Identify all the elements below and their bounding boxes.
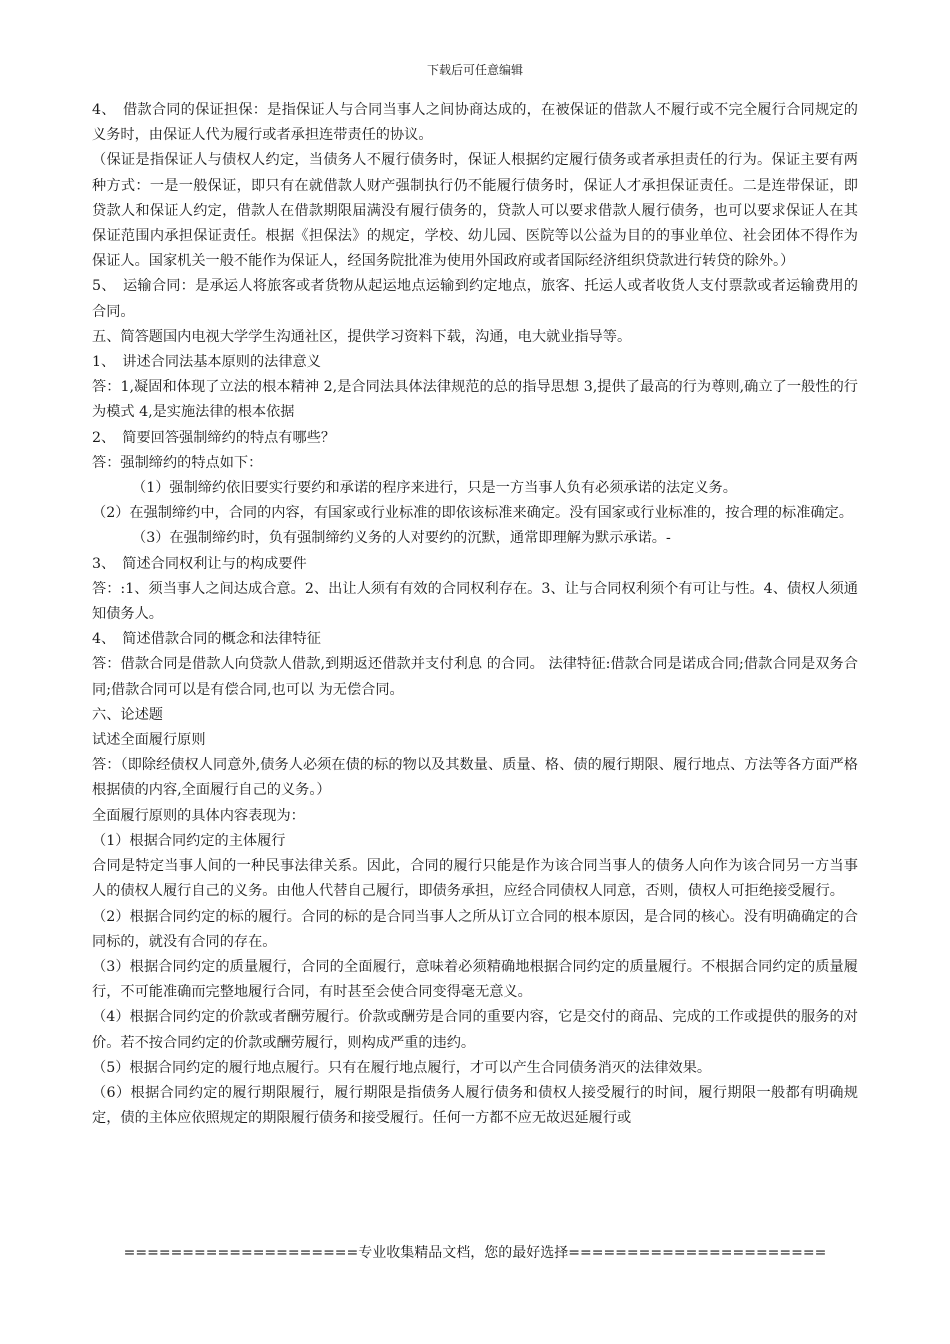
paragraph: （4）根据合同约定的价款或者酬劳履行。价款或酬劳是合同的重要内容，它是交付的商品、完成的工作或提供的服务的对价。若不按合同约定的价款或酬劳履行，则构成严重的违约。 [92, 1009, 858, 1051]
paragraph: （5）根据合同约定的履行地点履行。只有在履行地点履行，才可以产生合同债务消灭的法律效果。 [92, 1059, 712, 1076]
paragraph: （2）根据合同约定的标的履行。合同的标的是合同当事人之所从订立合同的根本原因，是合同的核心。没有明确确定的合同标的，就没有合同的存在。 [92, 908, 858, 950]
paragraph: 答：借款合同是借款人向贷款人借款,到期返还借款并支付利息 的合同。 法律特征:借款合同是诺成合同;借款合同是双务合同;借款合同可以是有偿合同,也可以 为无偿合同。 [92, 656, 858, 698]
paragraph: 试述全面履行原则 [92, 732, 206, 749]
paragraph: 答：1,凝固和体现了立法的根本精神 2,是合同法具体法律规范的总的指导思想 3,提供了最高的行为尊则,确立了一般性的行为模式 4,是实施法律的根本依据 [92, 379, 858, 421]
paragraph: 1、 讲述合同法基本原则的法律意义 [92, 354, 321, 371]
paragraph: 合同是特定当事人间的一种民事法律关系。因此，合同的履行只能是作为该合同当事人的债务人向作为该合同另一方当事人的债权人履行自己的义务。由他人代替自己履行，即债务承担，应经合同债权人同意，否则，债权人可拒绝接受履行。 [92, 858, 858, 900]
document-body [92, 98, 858, 1131]
paragraph: 答：（即除经债权人同意外,债务人必须在债的标的物以及其数量、质量、格、债的履行期限、履行地点、方法等各方面严格根据债的内容,全面履行自己的义务。） [92, 757, 858, 799]
page-header: 下载后可任意编辑 [426, 63, 523, 77]
paragraph: （2）在强制缔约中，合同的内容，有国家或行业标准的即依该标准来确定。没有国家或行业标准的，按合理的标准确定。 [92, 505, 853, 522]
paragraph: 3、 简述合同权利让与的构成要件 [92, 555, 307, 572]
paragraph: （保证是指保证人与债权人约定，当债务人不履行债务时，保证人根据约定履行债务或者承担责任的行为。保证主要有两种方式：一是一般保证，即只有在就借款人财产强制执行仍不能履行债务时，保证人才承担保证责任。二是连带保证，即贷款人和保证人约定，借款人在借款期限届满没有履行债务的，贷款人可以要求借款人履行债务，也可以要求保证人在其保证范围内承担保证责任。根据《担保法》的规定，学校、幼儿园、医院等以公益为目的的事业单位、社会团体不得作为保证人。国家机关一般不能作为保证人，经国务院批准为使用外国政府或者国际经济组织贷款进行转贷的除外。） [92, 152, 858, 270]
paragraph: （6）根据合同约定的履行期限履行，履行期限是指债务人履行债务和债权人接受履行的时间，履行期限一般都有明确规定，债的主体应依照规定的期限履行债务和接受履行。任何一方都不应无故迟延履行或 [92, 1084, 858, 1127]
paragraph: （3）根据合同约定的质量履行，合同的全面履行，意味着必须精确地根据合同约定的质量履行。不根据合同约定的质量履行，不可能准确而完整地履行合同，有时甚至会使合同变得毫无意义。 [92, 958, 858, 1001]
paragraph: 全面履行原则的具体内容表现为： [92, 807, 305, 824]
paragraph: 五、简答题国内电视大学学生沟通社区，提供学习资料下载，沟通，电大就业指导等。 [92, 328, 632, 345]
paragraph: 4、 借款合同的保证担保：是指保证人与合同当事人之间协商达成的，在被保证的借款人不履行或不完全履行合同规定的义务时，由保证人代为履行或者承担连带责任的协议。 [92, 102, 858, 144]
paragraph: （3）在强制缔约时，负有强制缔约义务的人对要约的沉默，通常即理解为默示承诺。- [132, 530, 671, 547]
paragraph: 2、 简要回答强制缔约的特点有哪些？ [92, 429, 336, 446]
paragraph: 六、论述题 [92, 706, 163, 723]
paragraph: 答：强制缔约的特点如下： [92, 454, 263, 471]
paragraph: （1）根据合同约定的主体履行 [92, 832, 286, 849]
page-footer: ====================专业收集精品文档，您的最好选择====================== [123, 1245, 827, 1261]
paragraph: 5、 运输合同：是承运人将旅客或者货物从起运地点运输到约定地点，旅客、托运人或者收货人支付票款或者运输费用的合同。 [92, 278, 858, 320]
paragraph: （1）强制缔约依旧要实行要约和承诺的程序来进行，只是一方当事人负有必须承诺的法定义务。 [132, 480, 737, 497]
paragraph: 答：:1、须当事人之间达成合意。2、出让人须有有效的合同权利存在。3、让与合同权利须个有可让与性。4、债权人须通知债务人。 [92, 580, 858, 623]
paragraph: 4、 简述借款合同的概念和法律特征 [92, 631, 321, 648]
